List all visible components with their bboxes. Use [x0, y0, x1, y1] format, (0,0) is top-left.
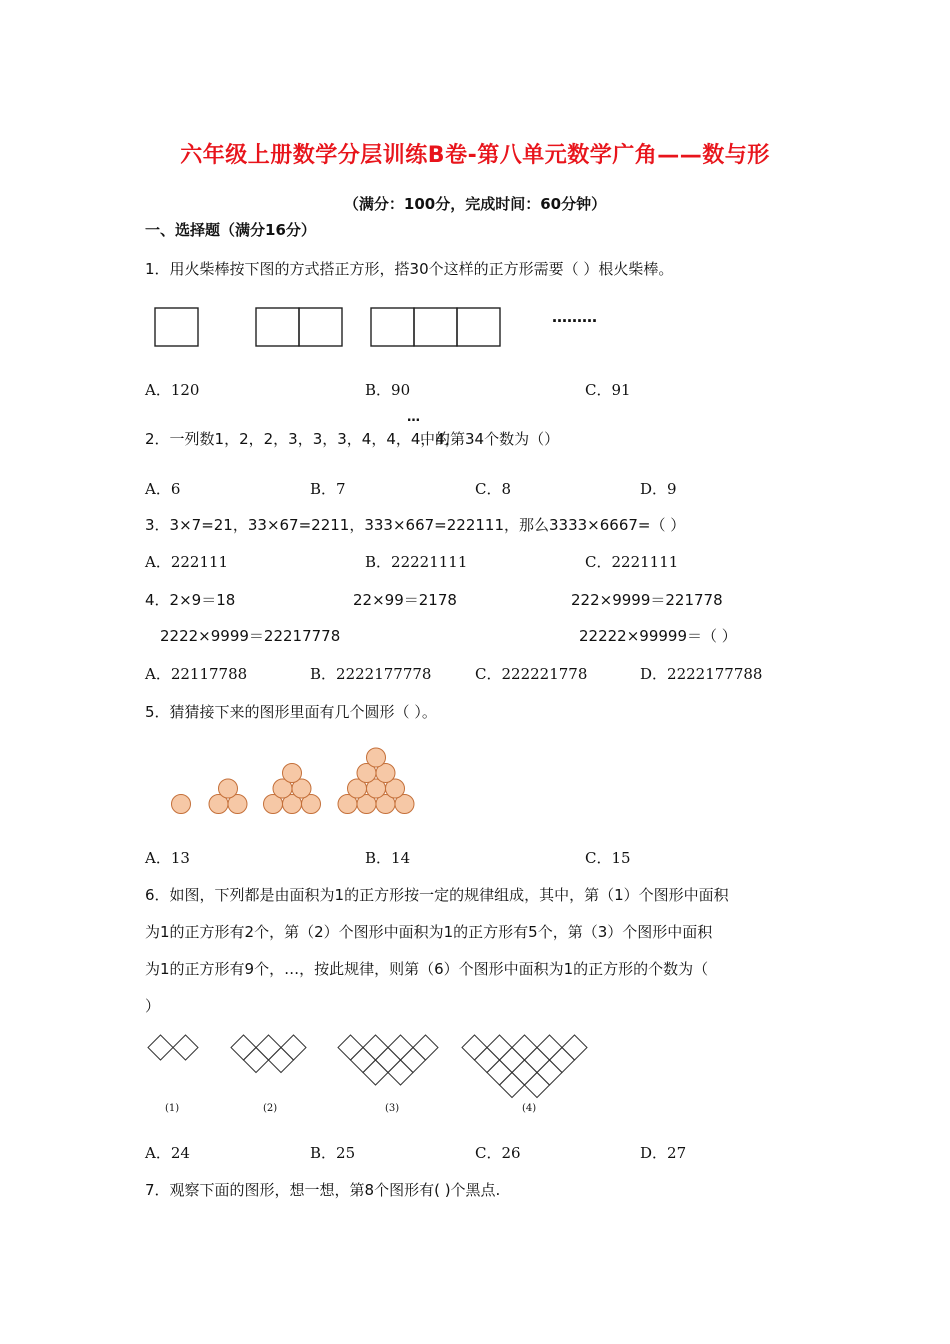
- diamond-square-fig4: [562, 1035, 587, 1060]
- diamond-square-fig3: [351, 1048, 376, 1073]
- q6-option-a[interactable]: A．24: [145, 1144, 190, 1162]
- matchstick-squares-figure: [150, 302, 610, 352]
- diamond-square-fig3: [363, 1060, 388, 1085]
- q1-ellipsis: ………: [552, 308, 597, 326]
- diamond-square-fig4: [462, 1035, 487, 1060]
- diamond-square-fig4: [537, 1060, 562, 1085]
- diamond-square-fig3: [388, 1060, 413, 1085]
- diamond-square-fig4: [525, 1073, 550, 1098]
- figure-label-2: (2): [263, 1103, 278, 1114]
- q2-option-d[interactable]: D．9: [640, 480, 677, 498]
- circle-fig2: [219, 779, 238, 798]
- circle-fig3: [283, 764, 302, 783]
- section-title: 一、选择题（满分16分）: [145, 221, 316, 239]
- diamond-square-fig2: [231, 1035, 256, 1060]
- diamond-square-fig4: [487, 1060, 512, 1085]
- q6-option-b[interactable]: B．25: [310, 1144, 356, 1162]
- q5-option-c[interactable]: C．15: [585, 849, 631, 867]
- circle-fig4: [367, 748, 386, 767]
- question-6-line-3: 为1的正方形有9个，…，按此规律，则第（6）个图形中面积为1的正方形的个数为（: [145, 960, 709, 978]
- q4-option-a[interactable]: A．22117788: [145, 665, 248, 683]
- diamond-square-fig4: [550, 1048, 575, 1073]
- diamond-square-fig2: [269, 1048, 294, 1073]
- diamond-square-fig4: [512, 1060, 537, 1085]
- q3-option-a[interactable]: A．222111: [145, 553, 229, 571]
- page-subtitle: （满分：100分，完成时间：60分钟）: [343, 195, 607, 213]
- diamond-square-fig3: [413, 1035, 438, 1060]
- question-7-text: 7．观察下面的图形，想一想，第8个图形有( )个黑点.: [145, 1181, 501, 1199]
- q3-option-b[interactable]: B．22221111: [365, 553, 468, 571]
- diamond-square-fig2: [281, 1035, 306, 1060]
- square-3a: [371, 308, 414, 346]
- diamond-square-fig4: [537, 1035, 562, 1060]
- square-3c: [457, 308, 500, 346]
- diamond-square-fig3: [338, 1035, 363, 1060]
- circle-triangles-figure: [160, 738, 430, 823]
- question-3-text: 3．3×7=21，33×67=2211，333×667=222111，那么3333×6667=（ ）: [145, 516, 686, 534]
- question-2-text-a: 2．一列数1，2，2，3，3，3，4，4，4，4，: [145, 430, 460, 448]
- question-5-text: 5．猜猜接下来的图形里面有几个圆形（ ）。: [145, 703, 437, 721]
- figure-label-3: (3): [385, 1103, 400, 1114]
- question-6-line-4: ）: [145, 997, 161, 1015]
- q2-option-c[interactable]: C．8: [475, 480, 512, 498]
- q4-option-d[interactable]: D．2222177788: [640, 665, 763, 683]
- q3-option-c[interactable]: C．2221111: [585, 553, 679, 571]
- diamond-square-fig4: [475, 1048, 500, 1073]
- square-2a: [256, 308, 299, 346]
- q4-option-b[interactable]: B．2222177778: [310, 665, 432, 683]
- diamond-square-fig4: [500, 1048, 525, 1073]
- q4-equation-3: 222×9999＝221778: [571, 591, 723, 609]
- q6-option-d[interactable]: D．27: [640, 1144, 687, 1162]
- diamond-square-fig4: [487, 1035, 512, 1060]
- diamond-squares-figure: [140, 1025, 620, 1105]
- q6-option-c[interactable]: C．26: [475, 1144, 521, 1162]
- figure-label-4: (4): [522, 1103, 537, 1114]
- diamond-square-fig3: [388, 1035, 413, 1060]
- figure-label-1: (1): [165, 1103, 180, 1114]
- q4-equation-2: 22×99＝2178: [353, 591, 457, 609]
- q4-option-c[interactable]: C．222221778: [475, 665, 588, 683]
- q1-option-a[interactable]: A．120: [145, 381, 200, 399]
- diamond-square-fig1: [173, 1035, 198, 1060]
- q4-equation-1: 4．2×9＝18: [145, 591, 236, 609]
- diamond-square-fig4: [500, 1073, 525, 1098]
- diamond-square-fig2: [244, 1048, 269, 1073]
- diamond-square-fig4: [525, 1048, 550, 1073]
- question-6-line-1: 6．如图，下列都是由面积为1的正方形按一定的规律组成，其中，第（1）个图形中面积: [145, 886, 729, 904]
- square-3b: [414, 308, 457, 346]
- q4-equation-5: 22222×99999＝（ ）: [579, 627, 737, 645]
- circle-fig1: [172, 795, 191, 814]
- q4-equation-4: 2222×9999＝22217778: [160, 627, 341, 645]
- q5-option-b[interactable]: B．14: [365, 849, 411, 867]
- diamond-square-fig4: [512, 1035, 537, 1060]
- diamond-square-fig3: [401, 1048, 426, 1073]
- page-title: 六年级上册数学分层训练B卷-第八单元数学广角——数与形: [180, 143, 770, 168]
- q2-dots: …: [407, 410, 420, 425]
- question-2-text-b: 中的第34个数为（）: [420, 430, 560, 448]
- q5-option-a[interactable]: A．13: [145, 849, 190, 867]
- square-2b: [299, 308, 342, 346]
- question-6-line-2: 为1的正方形有2个，第（2）个图形中面积为1的正方形有5个，第（3）个图形中面积: [145, 923, 713, 941]
- q1-option-c[interactable]: C．91: [585, 381, 631, 399]
- q1-option-b[interactable]: B．90: [365, 381, 411, 399]
- diamond-square-fig1: [148, 1035, 173, 1060]
- square-1: [155, 308, 198, 346]
- diamond-square-fig3: [363, 1035, 388, 1060]
- q2-option-b[interactable]: B．7: [310, 480, 346, 498]
- question-1-text: 1．用火柴棒按下图的方式搭正方形，搭30个这样的正方形需要（ ）根火柴棒。: [145, 260, 674, 278]
- q2-option-a[interactable]: A．6: [145, 480, 181, 498]
- diamond-square-fig3: [376, 1048, 401, 1073]
- diamond-square-fig2: [256, 1035, 281, 1060]
